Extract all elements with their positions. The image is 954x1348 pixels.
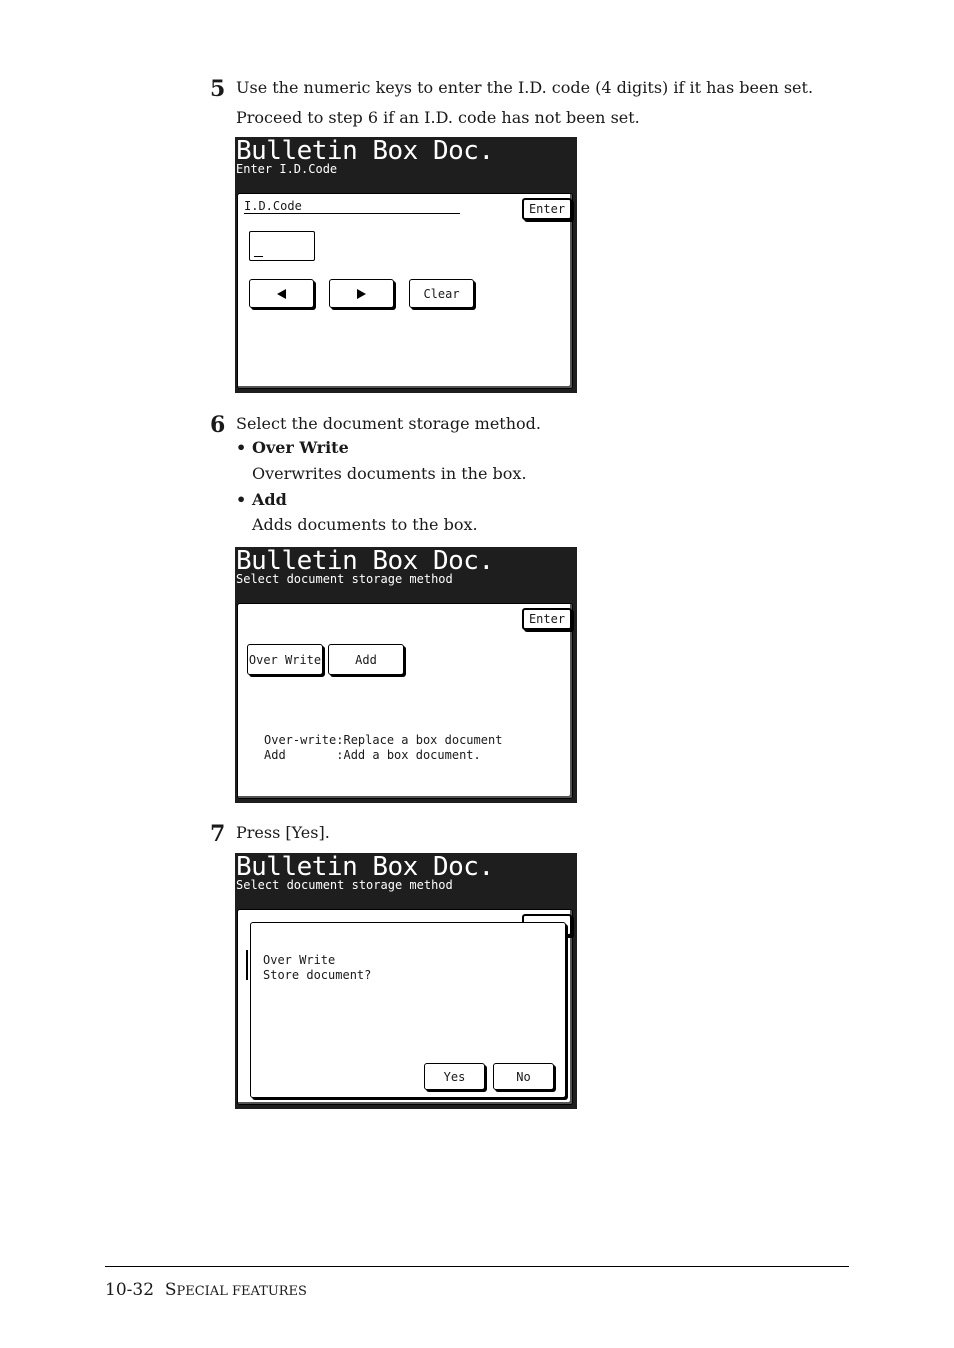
section-title: PECIAL FEATURES: [176, 1284, 307, 1299]
bullet-overwrite-marker: •: [236, 438, 247, 457]
over-write-button[interactable]: Over Write: [247, 644, 323, 675]
add-button[interactable]: Add: [328, 644, 404, 675]
screen-title: Bulletin Box Doc.: [236, 852, 494, 882]
bullet-add-marker: •: [236, 490, 247, 509]
screen-panel: [237, 603, 573, 799]
text-cursor: [254, 256, 263, 257]
screen-subtitle: Select document storage method: [236, 878, 453, 892]
page-footer: [105, 1280, 307, 1300]
step-5-text: Use the numeric keys to enter the I.D. code (4 digits) if it has been set.: [236, 78, 814, 97]
step-6-number: 6: [210, 412, 226, 438]
confirm-screen: [235, 853, 577, 1109]
enter-button[interactable]: Enter: [522, 608, 572, 630]
section-initial: S: [164, 1280, 177, 1300]
info-overwrite: Over-write:Replace a box document: [264, 733, 503, 747]
screen-subtitle: Enter I.D.Code: [236, 162, 338, 176]
no-button[interactable]: No: [493, 1063, 554, 1090]
info-add: Add :Add a box document.: [264, 748, 481, 762]
step-5-note: Proceed to step 6 if an I.D. code has not been set.: [236, 108, 640, 127]
storage-method-screen: [235, 547, 577, 803]
screen-title: Bulletin Box Doc.: [236, 136, 494, 166]
id-code-label: I.D.Code: [244, 199, 460, 214]
dialog-mode: Over Write: [263, 953, 336, 967]
enter-button[interactable]: Enter: [522, 198, 572, 220]
dialog-question: Store document?: [263, 968, 372, 982]
step-5-number: 5: [210, 76, 226, 102]
id-code-screen: [235, 137, 577, 393]
screen-panel: [237, 909, 573, 1105]
page-number: 10-32: [105, 1280, 155, 1300]
id-code-input[interactable]: [249, 231, 315, 261]
obscured-button-edge: [246, 950, 248, 980]
step-7-text: Press [Yes].: [236, 823, 330, 842]
screen-subtitle: Select document storage method: [236, 572, 453, 586]
bullet-overwrite-label: Over Write: [252, 438, 349, 457]
bullet-add-desc: Adds documents to the box.: [252, 515, 478, 534]
yes-button[interactable]: Yes: [424, 1063, 485, 1090]
arrow-left-icon: [277, 289, 286, 299]
step-7-number: 7: [210, 821, 226, 847]
bullet-overwrite-desc: Overwrites documents in the box.: [252, 464, 527, 483]
footer-rule: [105, 1266, 849, 1267]
cursor-right-button[interactable]: [329, 279, 394, 308]
step-6-text: Select the document storage method.: [236, 414, 541, 433]
cursor-left-button[interactable]: [249, 279, 314, 308]
arrow-right-icon: [357, 289, 366, 299]
confirm-dialog: [250, 922, 566, 1098]
screen-title: Bulletin Box Doc.: [236, 546, 494, 576]
bullet-add-label: Add: [252, 490, 287, 509]
clear-button[interactable]: Clear: [409, 279, 474, 308]
screen-panel: [237, 193, 573, 389]
